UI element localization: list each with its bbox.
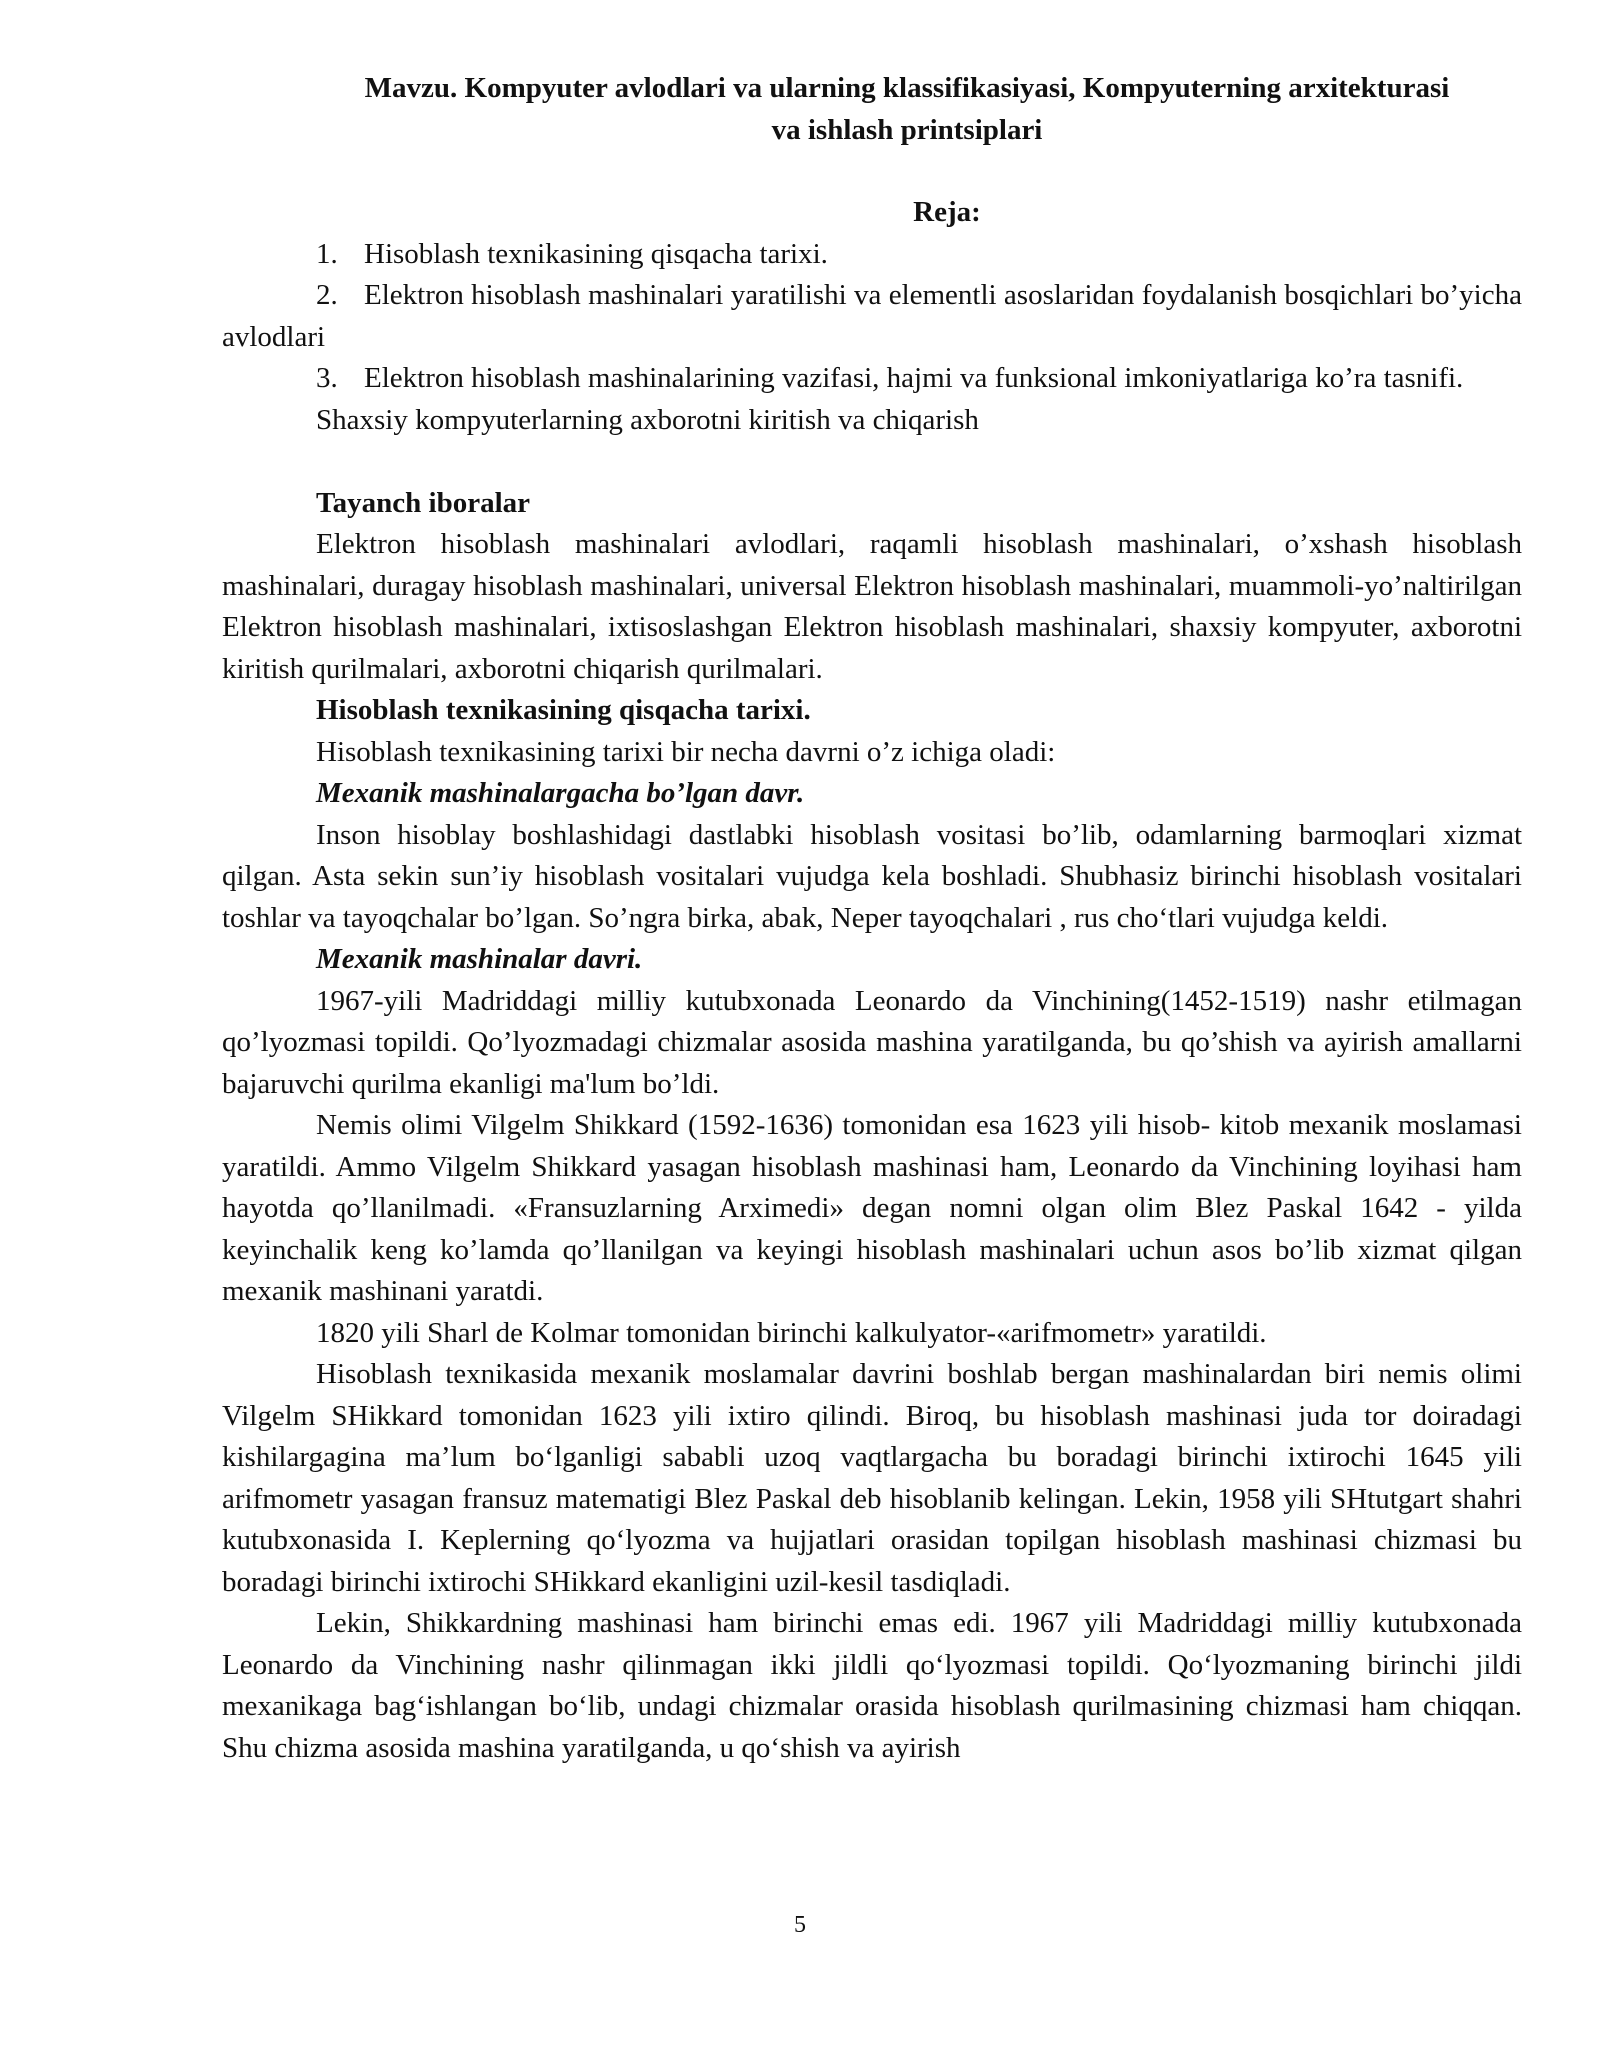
plan-item-text: Elektron hisoblash mashinalari yaratilishi va elementli asoslaridan foydalanish bosqichlari bo’yicha avlodlari bbox=[222, 279, 1522, 353]
subsection-heading: Mexanik mashinalargacha bo’lgan davr. bbox=[316, 777, 805, 809]
paragraph: 1820 yili Sharl de Kolmar tomonidan birinchi kalkulyator-«arifmometr» yaratildi. bbox=[316, 1316, 1267, 1349]
plan-item-1 bbox=[222, 234, 1522, 276]
plan-item-3 bbox=[222, 358, 1522, 400]
paragraph: Lekin, Shikkardning mashinasi ham birinchi emas edi. 1967 yili Madriddagi milliy kutubxonada Leonardo da Vinchining nashr qilinmagan ikki jildli qo‘lyozmasi topildi. Qo‘lyozmaning birinchi jildi mexanikaga bag‘ishlangan bo‘lib, undagi chizmalar orasida hisoblash qurilmasining chizmasi ham chiqqan. Shu chizma asosida mashina yaratilganda, u qo‘shish va ayirish bbox=[222, 1607, 1522, 1764]
plan-item-number: 3. bbox=[316, 362, 338, 394]
spacer bbox=[222, 441, 1522, 483]
keywords-text: Elektron hisoblash mashinalari avlodlari, raqamli hisoblash mashinalari, o’xshash hisoblash mashinalari, duragay hisoblash mashinalari, universal Elektron hisoblash mashinalari, muammoli-yo’naltirilgan Elektron hisoblash mashinalari, ixtisoslashgan Elektron hisoblash mashinalari, shaxsiy kompyuter, axborotni kiritish qurilmalari, axborotni chiqarish qurilmalari. bbox=[222, 528, 1522, 685]
keywords-heading: Tayanch iboralar bbox=[316, 486, 531, 519]
paragraph: Hisoblash texnikasida mexanik moslamalar davrini boshlab bergan mashinalardan biri nemis olimi Vilgelm SHikkard tomonidan 1623 yili ixtiro qilindi. Biroq, bu hisoblash mashinasi juda tor doiradagi kishilargagina ma’lum bo‘lganligi sababli uzoq vaqtlargacha bu boradagi birinchi ixtirochi 1645 yili arifmometr yasagan fransuz matematigi Blez Paskal deb hisoblanib kelingan. Lekin, 1958 yili SHtutgart shahri kutubxonasida I. Keplerning qo‘lyozma va hujjatlari orasidan topilgan hisoblash mashinasi chizmasi bu boradagi birinchi ixtirochi SHikkard ekanligini uzil-kesil tasdiqladi. bbox=[222, 1358, 1522, 1598]
plan-item-number: 2. bbox=[316, 279, 338, 311]
document-title bbox=[222, 68, 1522, 151]
plan-item-text: Hisoblash texnikasining qisqacha tarixi. bbox=[364, 237, 828, 270]
plan-item-number: 1. bbox=[316, 237, 338, 270]
section-intro: Hisoblash texnikasining tarixi bir necha davrni o’z ichiga oladi: bbox=[316, 735, 1056, 768]
document-page bbox=[222, 68, 1522, 1769]
page-number: 5 bbox=[794, 1912, 806, 1938]
title-line-2: va ishlash printsiplari bbox=[771, 113, 1043, 146]
title-line-1: Mavzu. Kompyuter avlodlari va ularning klassifikasiyasi, Kompyuterning arxitekturasi bbox=[364, 72, 1450, 104]
plan-extra: Shaxsiy kompyuterlarning axborotni kiritish va chiqarish bbox=[316, 403, 979, 436]
paragraph: Nemis olimi Vilgelm Shikkard (1592-1636) tomonidan esa 1623 yili hisob- kitob mexanik moslamasi yaratildi. Ammo Vilgelm Shikkard yasagan hisoblash mashinasi ham, Leonardo da Vinchining loyihasi ham hayotda qo’llanilmadi. «Fransuzlarning Arximedi» degan nomni olgan olim Blez Paskal 1642 - yilda keyinchalik keng ko’lamda qo’llanilgan va keyingi hisoblash mashinalari uchun asos bo’lib xizmat qilgan mexanik mashinani yaratdi. bbox=[222, 1109, 1522, 1307]
plan-heading: Reja: bbox=[913, 196, 981, 228]
plan-item-2 bbox=[222, 275, 1522, 358]
subsection-heading: Mexanik mashinalar davri. bbox=[316, 943, 643, 975]
section-heading: Hisoblash texnikasining qisqacha tarixi. bbox=[316, 694, 811, 726]
paragraph: 1967-yili Madriddagi milliy kutubxonada Leonardo da Vinchining(1452-1519) nashr etilmagan qo’lyozmasi topildi. Qo’lyozmadagi chizmalar asosida mashina yaratilganda, bu qo’shish va ayirish amallarni bajaruvchi qurilma ekanligi ma'lum bo’ldi. bbox=[222, 984, 1522, 1100]
plan-item-text: Elektron hisoblash mashinalarining vazifasi, hajmi va funksional imkoniyatlariga ko’ra tasnifi. bbox=[364, 362, 1464, 394]
paragraph: Inson hisoblay boshlashidagi dastlabki hisoblash vositasi bo’lib, odamlarning barmoqlari xizmat qilgan. Asta sekin sun’iy hisoblash vositalari vujudga kela boshladi. Shubhasiz birinchi hisoblash vositalari toshlar va tayoqchalar bo’lgan. So’ngra birka, abak, Neper tayoqchalari , rus cho‘tlari vujudga keldi. bbox=[222, 818, 1522, 934]
